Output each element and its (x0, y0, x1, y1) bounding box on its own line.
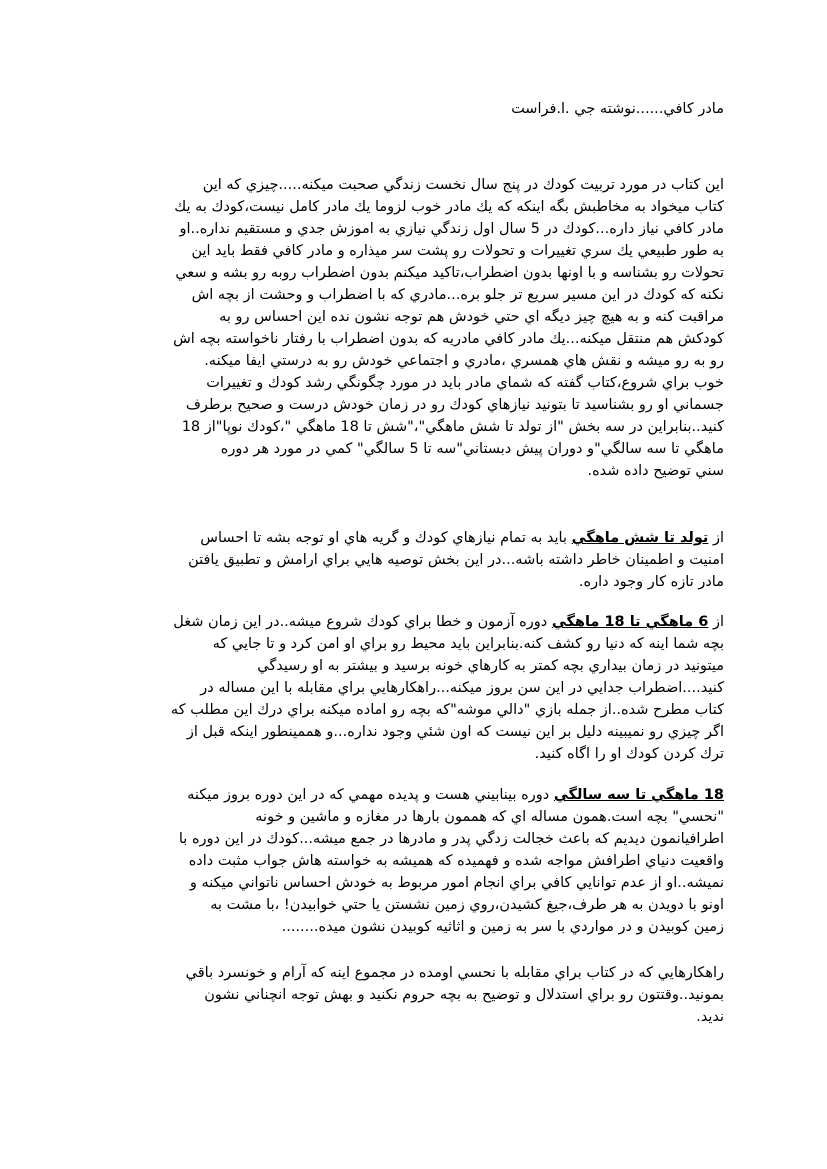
paragraph-line: بمونيد..وقتتون رو براي استدلال و توضيح به بچه حروم نكنيد و بهش توجه انچناني نشون (204, 987, 724, 1003)
paragraph-line: كتاب ميخواد به مخاطبش بگه اينكه كه يك مادر خوب لزوما يك مادر كامل نيست،كودك به يك (174, 199, 724, 215)
paragraph-birth-to-six-months (84, 527, 724, 593)
paragraph-intro (84, 174, 724, 372)
section-heading: تولد تا شش ماهگي (571, 530, 709, 546)
section-heading: 6 ماهگي تا 18 ماهگي (551, 614, 709, 630)
paragraph-line: خوب براي شروع،كتاب گفته كه شماي مادر بايد در مورد چگونگي رشد كودك و تغييرات (206, 375, 724, 391)
paragraph-line: مراقبت كنه و به هيچ چيز ديگه اي حتي خودش هم توجه نشون نده اين احساس رو به (219, 309, 724, 325)
paragraph-line: كنيد..بنابراين در سه بخش "از تولد تا شش ماهگي"،"شش تا 18 ماهگي "،كودك نوپا"از 18 (181, 419, 724, 435)
paragraph-line: به طور طبيعي يك سري تغييرات و تحولات رو پشت سر ميذاره و مادر كافي فقط بايد اين (191, 243, 724, 259)
paragraph-line: راهكارهايي كه در كتاب براي مقابله با نحسي اومده در مجموع اينه كه آرام و خونسرد باقي (185, 965, 724, 981)
paragraph-line (84, 784, 724, 806)
paragraph-line-text: بايد به تمام نيازهاي كودك و گريه هاي او توجه بشه تا احساس (200, 530, 568, 546)
document-title: مادر كافي......نوشته جي .ا.فراست (511, 101, 724, 117)
paragraph-line: اطرافيانمون ديديم كه باعث خجالت زدگي پدر و مادرها در جمع ميشه...كودك در اين دوره با (178, 831, 724, 847)
paragraph-line: اونو با دويدن به هر طرف،جيغ كشيدن،روي زمين نشستن يا حتي خوابيدن! ،با مشت به (210, 897, 724, 913)
paragraph-line: نديد. (696, 1009, 724, 1025)
paragraph-line: زمين كوبيدن و در مواردي با سر به زمين و اثاثيه كوبيدن نشون ميده........ (281, 919, 724, 935)
paragraph-line-text: دوره آزمون و خطا براي كودك شروع ميشه..در اين زمان شغل (173, 614, 548, 630)
paragraph-line: اگر چيزي رو نميبينه دليل بر اين نيست كه اون شئي وجود نداره...و هممينطور اينكه قبل از (186, 724, 724, 740)
paragraph-line: ترك كردن كودك او را اگاه كنيد. (534, 746, 724, 762)
paragraph-line: واقعيت دنياي اطرافش مواجه شده و فهميده كه هميشه به خواسته هاش جواب مثبت داده (188, 853, 724, 869)
paragraph-line: كتاب مطرح شده..از جمله بازي "دالي موشه"كه بچه رو اماده ميكنه براي درك اين مطلب كه (170, 702, 724, 718)
paragraph-line: كودكش هم منتقل ميكنه...يك مادر كافي مادريه كه بدون اضطراب با رفتار ناخواسته بچه اش (173, 331, 724, 347)
paragraph-line: نكنه كه كودك در اين مسير سريع تر جلو بره...مادري كه با اضطراب و وحشت از بچه اش (191, 287, 724, 303)
paragraph-line: بچه شما اينه كه دنيا رو كشف كنه.بنابراين بايد محيط رو براي او امن كرد و تا جايي كه (212, 636, 724, 652)
paragraph-line: ميتونيد در زمان بيداري بچه كمتر به كارهاي خونه برسيد و بيشتر به او رسيدگي (257, 658, 724, 674)
paragraph-line-text: دوره بينابيني هست و پديده مهمي كه در اين دوره بروز ميكنه (187, 787, 550, 803)
section-heading: 18 ماهگي تا سه سالگي (553, 787, 724, 803)
paragraph-line: "نحسي" بچه است.همون مساله اي كه هممون بارها در مغازه و ماشين و خونه (255, 809, 724, 825)
paragraph-line: مادر تازه كار وجود داره. (578, 574, 724, 590)
paragraph-line: مادر كافي نياز داره...كودك در 5 سال اول زندگي نيازي به اموزش جدي و مستقيم نداره..او (179, 221, 724, 237)
paragraph-line: تحولات رو بشناسه و با اونها بدون اضطراب،تاكيد ميكنم بدون اضطراب روبه رو بشه و سعي (175, 265, 724, 281)
paragraph-eighteen-months-to-three-years (84, 784, 724, 938)
paragraph-six-to-eighteen-months (84, 611, 724, 765)
paragraph-overview (84, 372, 724, 482)
paragraph-line: از 6 ماهگي تا 18 ماهگي دوره آزمون و خطا براي كودك شروع ميشه..در اين زمان شغل (173, 614, 724, 630)
paragraph-line: سني توضيح داده شده. (587, 463, 724, 479)
paragraph-line: امنيت و اطمينان خاطر داشته باشه...در اين بخش توصيه هايي براي ارامش و تطبيق يافتن (188, 552, 724, 568)
paragraph-line: كنيد....اضطراب جدايي در اين سن بروز ميكنه...راهكارهايي براي مقابله با اين مساله در (200, 680, 724, 696)
paragraph-line: اين كتاب در مورد تربيت كودك در پنج سال نخست زندگي صحبت ميكنه.....چيزي كه اين (202, 177, 724, 193)
paragraph-tantrum-strategies (84, 962, 724, 1028)
paragraph-line: رو به رو ميشه و نقش هاي همسري ،مادري و اجتماعي خودش رو به درستي ايفا ميكنه. (204, 353, 724, 369)
paragraph-line: جسماني او رو بشناسيد تا بتونيد نيازهاي كودك رو در زمان خودش درست و صحيح برطرف (185, 397, 724, 413)
paragraph-line: نميشه..او از عدم توانايي كافي براي انجام امور مربوط به خودش احساس ناتواني ميكنه و (189, 875, 724, 891)
paragraph-line: از تولد تا شش ماهگي بايد به تمام نيازهاي كودك و گريه هاي او توجه بشه تا احساس (200, 530, 724, 546)
paragraph-line: ماهگي تا سه سالگي"و دوران پيش دبستاني"سه تا 5 سالگي" كمي در مورد هر دوره (220, 441, 724, 457)
